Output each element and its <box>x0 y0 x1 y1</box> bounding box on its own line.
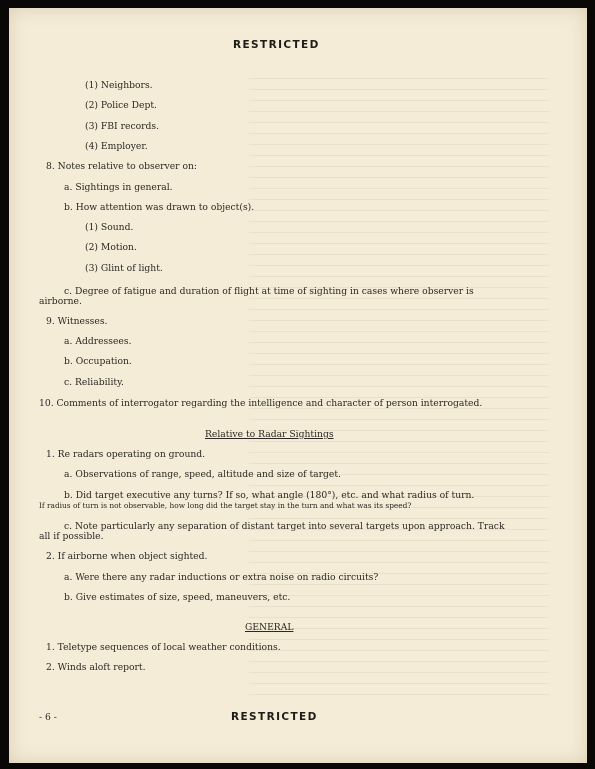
text-line: a. Were there any radar inductions or extra noise on radio circuits? <box>64 572 379 583</box>
bleed-through-texture <box>249 78 549 698</box>
text-line: (4) Employer. <box>85 141 148 152</box>
text-line: 9. Witnesses. <box>46 316 108 327</box>
text-line: (3) Glint of light. <box>85 263 163 274</box>
text-line: (2) Motion. <box>85 242 137 253</box>
text-line: 8. Notes relative to observer on: <box>46 161 198 172</box>
text-line: b. How attention was drawn to object(s). <box>64 202 255 213</box>
text-line: (1) Sound. <box>85 222 134 233</box>
text-line: (1) Neighbors. <box>85 80 153 91</box>
text-line: 1. Re radars operating on ground. <box>46 449 206 460</box>
text-line: airborne. <box>39 296 82 307</box>
text-line: 1. Teletype sequences of local weather conditions. <box>46 642 281 653</box>
page-number: - 6 - <box>39 712 57 723</box>
text-line: c. Note particularly any separation of distant target into several targets upon approach. Track <box>64 521 505 532</box>
text-line: 2. If airborne when object sighted. <box>46 551 208 562</box>
header-classification: RESTRICTED <box>233 39 320 51</box>
text-line: c. Reliability. <box>64 377 124 388</box>
footer-classification: RESTRICTED <box>231 711 318 723</box>
text-line: If radius of turn is not observable, how long did the target stay in the turn and what was its speed? <box>39 501 412 510</box>
text-line: a. Addressees. <box>64 336 132 347</box>
text-line: (3) FBI records. <box>85 121 160 132</box>
text-line: all if possible. <box>39 531 104 542</box>
text-line: b. Give estimates of size, speed, maneuvers, etc. <box>64 592 291 603</box>
document-page <box>9 8 587 763</box>
text-line: a. Observations of range, speed, altitude and size of target. <box>64 469 341 480</box>
text-line: 2. Winds aloft report. <box>46 662 146 673</box>
text-line: 10. Comments of interrogator regarding the intelligence and character of person interrogated. <box>39 398 483 409</box>
section-heading: GENERAL <box>245 622 294 633</box>
text-line: (2) Police Dept. <box>85 100 157 111</box>
text-line: a. Sightings in general. <box>64 182 173 193</box>
text-line: b. Occupation. <box>64 356 132 367</box>
text-line: c. Degree of fatigue and duration of flight at time of sighting in cases where observer is <box>64 286 474 297</box>
text-line: b. Did target executive any turns? If so, what angle (180°), etc. and what radius of turn. <box>64 490 475 501</box>
section-heading: Relative to Radar Sightings <box>205 429 334 440</box>
